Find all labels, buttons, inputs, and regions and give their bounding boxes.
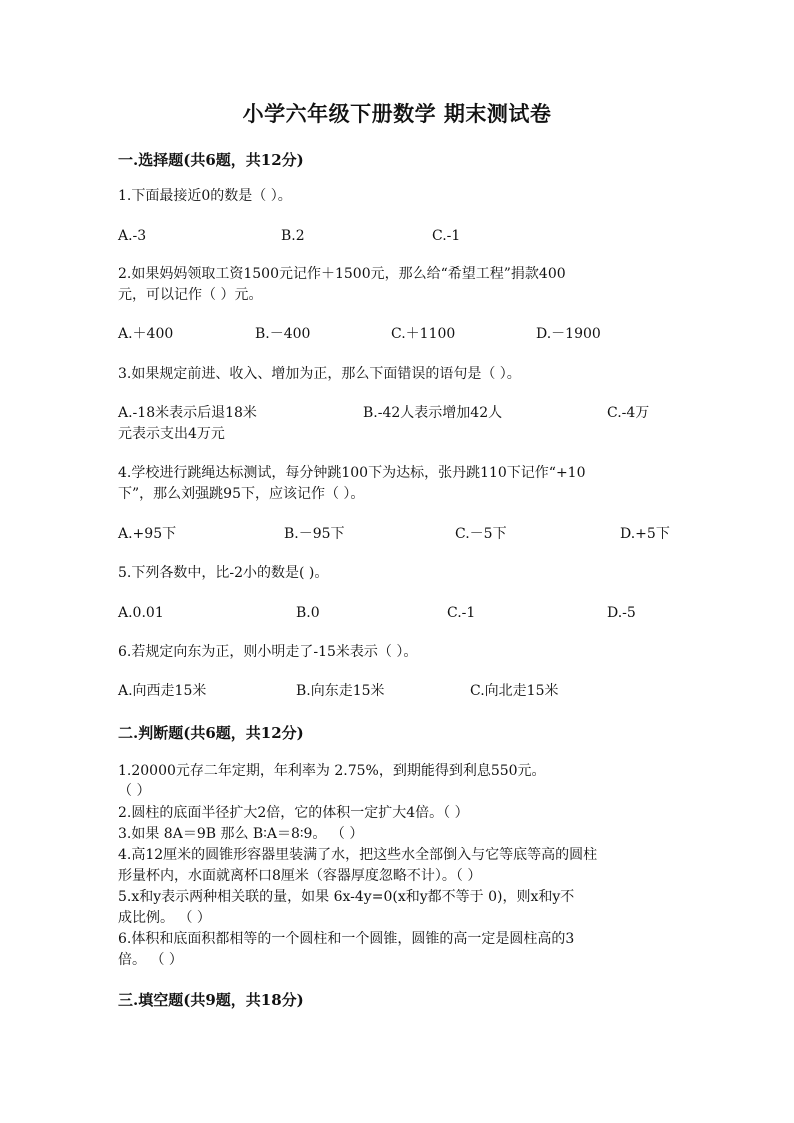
- q6-option-b: B.向东走15米: [296, 683, 385, 699]
- q2-option-c: C.＋1100: [391, 326, 456, 342]
- page-title: 小学六年级下册数学 期末测试卷: [242, 101, 552, 126]
- judge-line-5a: 5.x和y表示两种相关联的量，如果 6x-4y=0(x和y都不等于 0)，则x和y不: [118, 889, 575, 905]
- q4-option-d: D.+5下: [620, 526, 670, 542]
- q2-stem-line1: 2.如果妈妈领取工资1500元记作＋1500元，那么给“希望工程”捐款400: [118, 266, 566, 282]
- q4-option-b: B.－95下: [284, 526, 345, 542]
- q3-option-a: A.-18米表示后退18米: [118, 405, 257, 421]
- q6-stem: 6.若规定向东为正，则小明走了-15米表示（ ）。: [118, 644, 418, 660]
- q1-option-c: C.-1: [432, 228, 461, 244]
- q5-option-c: C.-1: [447, 605, 476, 621]
- judge-line-2: 2.圆柱的底面半径扩大2倍，它的体积一定扩大4倍。（ ）: [118, 805, 469, 821]
- judge-line-3: 3.如果 8A＝9B 那么 B∶A＝8∶9。 （ ）: [118, 826, 364, 842]
- judge-line-6b: 倍。 （ ）: [118, 952, 183, 968]
- q4-option-c: C.－5下: [455, 526, 507, 542]
- q1-stem: 1.下面最接近0的数是（ ）。: [118, 188, 292, 204]
- q6-option-a: A.向西走15米: [118, 683, 207, 699]
- q3-option-c-continuation: 元表示支出4万元: [118, 426, 225, 442]
- q3-option-c: C.-4万: [607, 405, 650, 421]
- q5-option-b: B.0: [296, 605, 320, 621]
- judge-line-5b: 成比例。 （ ）: [118, 910, 211, 926]
- q2-option-a: A.＋400: [118, 326, 174, 342]
- judge-line-4b: 形量杯内，水面就离杯口8厘米（容器厚度忽略不计）。（ ）: [118, 868, 482, 884]
- section-heading-fill: 三.填空题(共9题，共18分): [118, 991, 304, 1009]
- section-heading-choice: 一.选择题(共6题，共12分): [118, 151, 304, 169]
- q3-stem: 3.如果规定前进、收入、增加为正，那么下面错误的语句是（ ）。: [118, 366, 521, 382]
- q6-option-c: C.向北走15米: [470, 683, 559, 699]
- q2-option-b: B.－400: [255, 326, 311, 342]
- q4-stem-line2: 下”，那么刘强跳95下，应该记作（ ）。: [118, 486, 365, 502]
- q1-option-a: A.-3: [118, 228, 147, 244]
- q5-option-a: A.0.01: [118, 605, 164, 621]
- q2-option-d: D.－1900: [536, 326, 601, 342]
- q4-stem-line1: 4.学校进行跳绳达标测试，每分钟跳100下为达标，张丹跳110下记作“+10: [118, 465, 586, 481]
- judge-line-1-blank: （ ）: [118, 783, 151, 799]
- q5-option-d: D.-5: [607, 605, 636, 621]
- q1-option-b: B.2: [281, 228, 305, 244]
- judge-line-4a: 4.高12厘米的圆锥形容器里装满了水，把这些水全部倒入与它等底等高的圆柱: [118, 847, 598, 863]
- q2-stem-line2: 元，可以记作（ ）元。: [118, 287, 263, 303]
- q3-option-b: B.-42人表示增加42人: [363, 405, 503, 421]
- q5-stem: 5.下列各数中，比-2小的数是( )。: [118, 565, 329, 581]
- judge-line-1: 1.20000元存二年定期，年利率为 2.75%，到期能得到利息550元。: [118, 763, 546, 779]
- section-heading-judgement: 二.判断题(共6题，共12分): [118, 724, 304, 742]
- q4-option-a: A.+95下: [118, 526, 177, 542]
- judge-line-6a: 6.体积和底面积都相等的一个圆柱和一个圆锥，圆锥的高一定是圆柱高的3: [118, 931, 575, 947]
